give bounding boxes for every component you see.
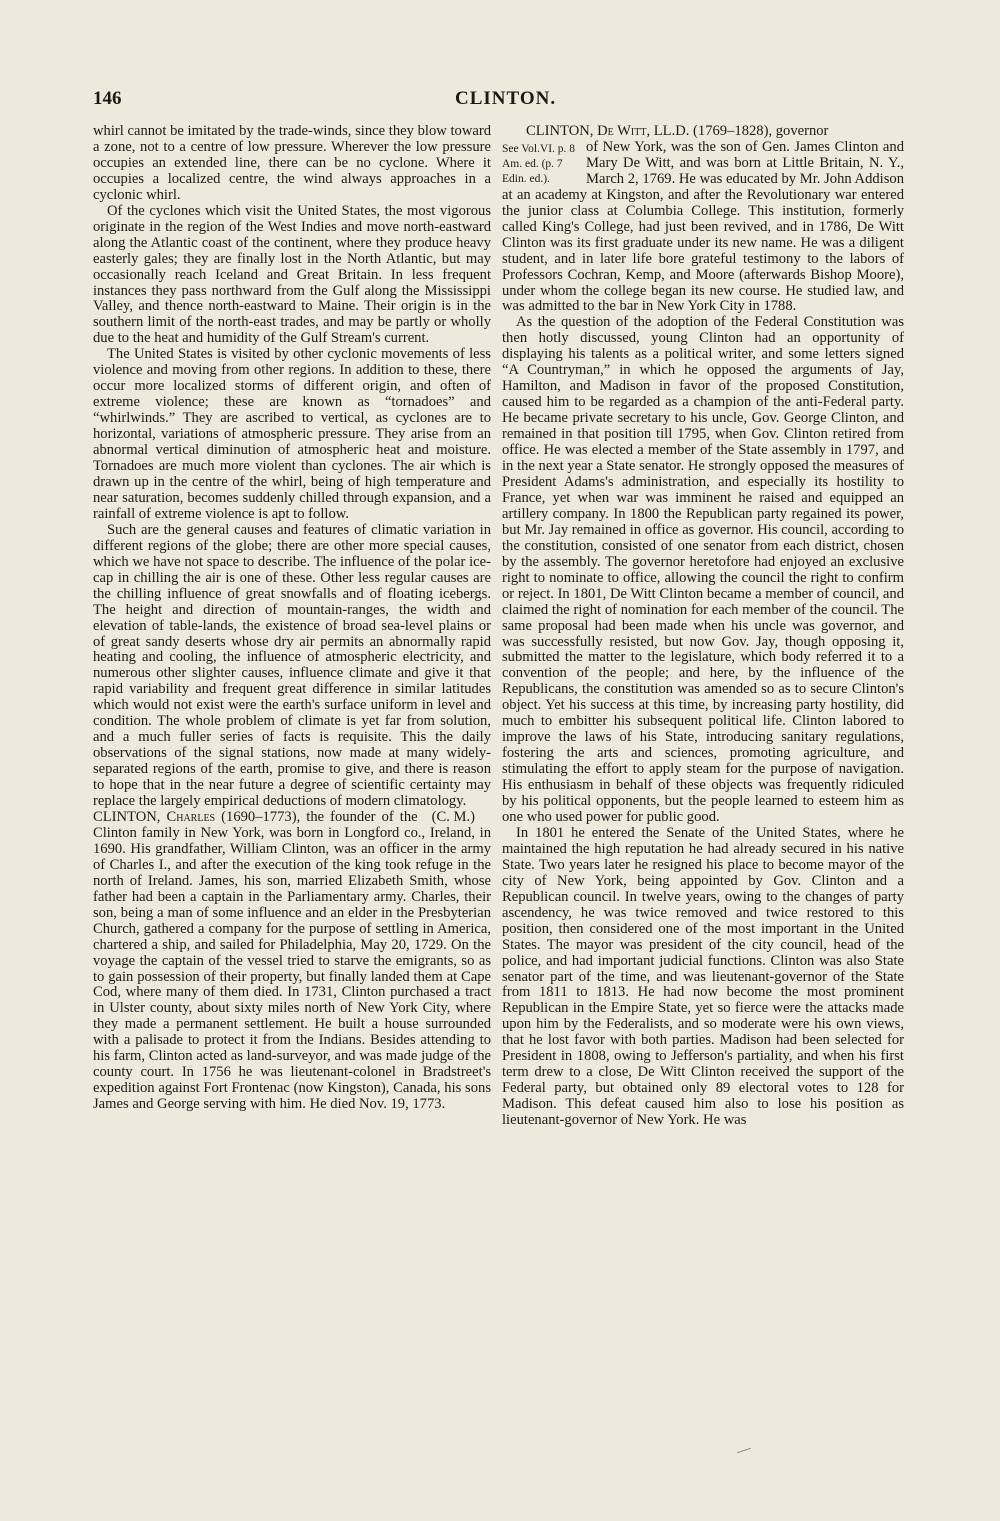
paragraph-federal-constitution: As the question of the adoption of the Federal Constitution was then hotly discussed, young Clinton had an opportunity of displaying his talents as a political writer, and some letters signed “A Countryman,” in which he opposed the arguments of Jay, Hamilton, and Madison in favor of the proposed Constitution, caused him to be regarded as a champion of the anti-Federal party. He became private secretary to his uncle, Gov. George Clinton, and remained in that position till 1795, when Gov. Clinton retired from office. He was elected a member of the State assembly in 1797, and in the next year a State senator. He strongly opposed the measures of President Adams's administration, and especially its hostility to France, yet when war was imminent he raised and equipped an artillery company. In 1800 the Republican party regained its power, but Mr. Jay remained in office as governor. His council, according to the constitution, consisted of one senator from each district, chosen by the assembly. The governor heretofore had enjoyed an exclusive right to nominate to office, allowing the council the right to confirm or reject. In 1801, De Witt Clinton became a member of council, and claimed the right of nomination for each member of the council. The same proposal had been made when his uncle was governor, and was successfully resisted, but now Gov. Jay, though opposing it, submitted the matter to the legislature, which body referred it to a convention of the people; and here, by the influence of the Republicans, the constitution was amended so as to secure Clinton's object. Yet his success at this time, by increasing party hostility, did much to embitter his subsequent political life. Clinton labored to improve the laws of his State, introducing sanitary regulations, fostering the arts and sciences, promoting agriculture, and stimulating the effort to apply steam for the purpose of navigation. His enthusiasm in behalf of these objects was frequently ridiculed by his political opponents, but the people learned to esteem him as one who used power for public good. (502, 314, 904, 825)
ink-mark (737, 1448, 751, 1453)
author-initials: (C. M.) (431, 808, 475, 825)
entry-clinton-dewitt-heading (502, 124, 904, 140)
paragraph-tornadoes: The United States is visited by other cyclonic movements of less violence and moving from other regions. In addition to these, there occur more localized storms of different origin, and often of extreme violence; these are known as “tornadoes” and “whirlwinds.” They are ascribed to vertical, as cyclones are to horizontal, variations of atmospheric pressure. They arise from an abnormal vertical diminution of atmospheric heat and moisture. Tornadoes are much more violent than cyclones. The air which is drawn up in the centre of the whirl, being of high temperature and near saturation, becomes suddenly chilled through expansion, and a rainfall of extreme violence is apt to follow. (93, 346, 491, 522)
paragraph-us-cyclones: Of the cyclones which visit the United States, the most vigorous originate in the region of the West Indies and move north-eastward along the Atlantic coast of the continent, where they produce heavy easterly gales; they are finally lost in the North Atlantic, but may occasionally reach Iceland and Great Britain. In less frequent instances they pass northward from the Gulf along the Mississippi Valley, and thence north-eastward to Maine. Their origin is in the southern limit of the north-east trades, and may be partly or wholly due to the heat and humidity of the Gulf Stream's current. (93, 202, 491, 347)
entry-title: , LL.D. (1769–1828), governor (646, 123, 829, 139)
entry-name: CLINTON, (526, 123, 598, 139)
entry-name: CLINTON, (93, 808, 167, 825)
left-column (93, 124, 491, 1113)
entry-text: of New York, was the son of Gen. James Clinton and Mary De Witt, and was born at Little Britain, N. Y., March 2, 1769. He was educated by Mr. John Addison at an academy at Kingston, and after the Revolutionary war entered the junior class at Columbia College. This institution, formerly called King's College, had just been revived, and in 1786, De Witt Clinton was its first graduate under its new name. He was a diligent student, and in later life bore grateful testimony to the labors of Professors Cochran, Kemp, and Moore (afterwards Bishop Moore), under whom the college began its new course. He studied law, and was admitted to the bar in New York City in 1788. (502, 138, 904, 315)
entry-given-name: Charles (166, 808, 216, 825)
running-head: CLINTON. (455, 88, 557, 109)
paragraph-cyclone-whirl: whirl cannot be imitated by the trade-winds, since they blow toward a zone, not to a centre of low pressure. Wherever the low pressure occupies an extended line, there can be no cyclone. Where it occupies a localized centre, the wind always approaches in a cyclonic whirl. (93, 123, 491, 203)
entry-clinton-dewitt (502, 140, 904, 315)
entry-clinton-charles (93, 810, 491, 1113)
right-column (502, 124, 904, 1129)
page-number: 146 (93, 88, 122, 109)
cross-reference-sidenote: See Vol.VI. p. 8 Am. ed. (p. 7 Edin. ed.). (502, 142, 576, 185)
paragraph-climatic-causes-text: Such are the general causes and features of climatic variation in different regions of the globe; there are other more special causes, which we have not space to describe. The influence of the polar ice-cap in chilling the air is one of these. Other less regular causes are the chilling influence of great snowfalls and of floating icebergs. The height and direction of mountain-ranges, the width and elevation of table-lands, the existence of broad sea-level plains or of great sandy deserts whose dry air permits an abnormally rapid heating and cooling, the influence of atmospheric electricity, and numerous other slighter causes, influence climate and give it that rapid variability and frequent great difference in similar latitudes which would not exist were the earth's surface uniform in level and condition. The whole problem of climate is yet far from solution, and a much fuller series of facts is requisite. This the daily observations of the signal stations, now made at many widely-separated regions of the earth, promise to give, and there is reason to hope that in the near future a degree of scientific certainty may replace the largely empirical deductions of modern climatology. (93, 521, 491, 810)
entry-given-name: De Witt (597, 123, 647, 139)
paragraph-senate-mayor: In 1801 he entered the Senate of the United States, where he maintained the high reputation he had already secured in his native State. Two years later he resigned his place to become mayor of the city of New York, being appointed by Gov. Clinton and a Republican council. In twelve years, owing to the changes of party ascendency, he was twice removed and twice restored to this position, then considered one of the most important in the United States. The mayor was president of the city council, head of the police, and had important judicial functions. Clinton was also State senator part of the time, and was lieutenant-governor of the State from 1811 to 1813. He had now become the most prominent Republican in the Empire State, yet so fierce were the attacks made upon him by the Federalists, and so moderate were his own views, that he lost favor with both parties. Madison had been selected for President in 1808, owing to Jefferson's partiality, and when his first term drew to a close, De Witt Clinton received the support of the Federal party, but obtained only 89 electoral votes to 128 for Madison. This defeat caused him also to lose his position as lieutenant-governor of New York. He was (502, 824, 904, 1129)
entry-text: (1690–1773), the founder of the Clinton family in New York, was born in Longford co., Ireland, in 1690. His grandfather, William Clinton, was an officer in the army of Charles I., and after the execution of the king took refuge in the north of Ireland. James, his son, married Elizabeth Smith, whose father had been a captain in the Parliamentary army. Charles, their son, being a man of some influence and an elder in the Presbyterian Church, gathered a company for the purpose of settling in America, chartered a ship, and sailed for Philadelphia, May 20, 1729. On the voyage the captain of the vessel tried to starve the emigrants, so as to gain possession of their property, but finally landed them at Cape Cod, where many of them died. In 1731, Clinton purchased a tract in Ulster county, about sixty miles north of New York City, where they made a permanent settlement. He built a house surrounded with a palisade to protect it from the Indians. Besides attending to his farm, Clinton acted as land-surveyor, and was made judge of the county court. In 1756 he was lieutenant-colonel in Bradstreet's expedition against Fort Frontenac (now Kingston), Canada, his sons James and George serving with him. He died Nov. 19, 1773. (93, 808, 491, 1113)
